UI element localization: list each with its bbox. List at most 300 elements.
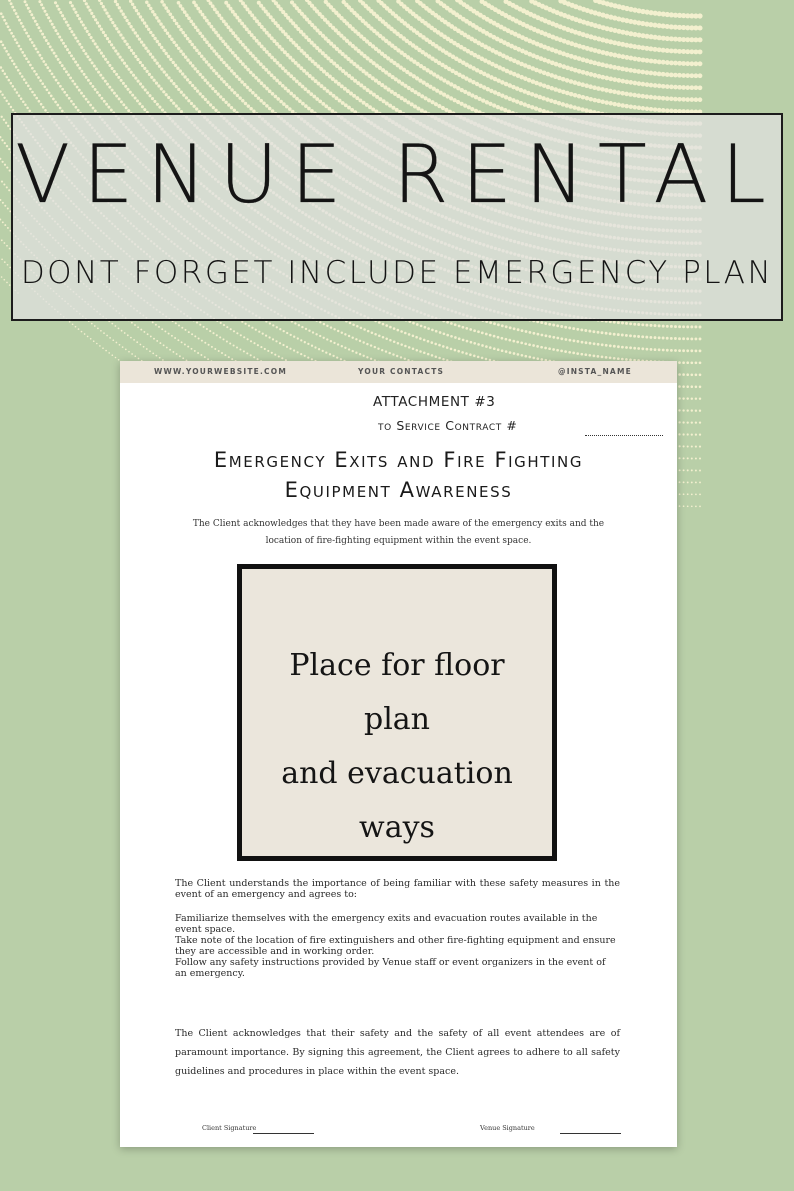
- background-dot: [158, 106, 161, 109]
- background-dot: [601, 343, 604, 346]
- background-dot: [257, 96, 261, 100]
- background-dot: [82, 49, 85, 52]
- background-dot: [682, 409, 684, 411]
- background-dot: [690, 97, 695, 102]
- background-dot: [131, 94, 134, 97]
- background-dot: [158, 43, 161, 46]
- background-dot: [121, 36, 124, 39]
- background-dot: [95, 68, 98, 71]
- background-dot: [112, 46, 115, 49]
- background-dot: [608, 52, 613, 57]
- background-dot: [404, 345, 407, 348]
- background-dot: [492, 103, 496, 107]
- background-dot: [431, 354, 434, 357]
- background-dot: [144, 47, 147, 50]
- background-dot: [458, 325, 461, 328]
- background-dot: [600, 87, 605, 92]
- background-dot: [196, 89, 199, 92]
- background-dot: [548, 323, 551, 326]
- background-dot: [46, 66, 49, 69]
- background-dot: [30, 13, 33, 16]
- background-dot: [183, 75, 186, 78]
- background-dot: [525, 330, 528, 333]
- background-dot: [269, 322, 271, 324]
- background-dot: [43, 85, 46, 88]
- background-dot: [412, 348, 415, 351]
- background-dot: [171, 16, 175, 20]
- background-dot: [629, 334, 632, 337]
- background-dot: [335, 96, 339, 100]
- background-dot: [279, 328, 281, 330]
- background-dot: [673, 97, 678, 102]
- background-dot: [363, 328, 366, 331]
- background-dot: [157, 84, 160, 87]
- background-dot: [462, 339, 465, 342]
- background-dot: [166, 31, 169, 34]
- background-dot: [385, 350, 387, 352]
- background-dot: [561, 90, 566, 95]
- background-dot: [160, 87, 163, 90]
- background-dot: [29, 88, 32, 91]
- background-dot: [116, 52, 119, 55]
- background-dot: [252, 73, 256, 77]
- background-dot: [39, 79, 42, 82]
- background-dot: [33, 44, 36, 47]
- background-dot: [322, 350, 324, 352]
- background-dot: [485, 345, 488, 348]
- background-dot: [304, 355, 306, 357]
- background-dot: [163, 70, 166, 73]
- background-dot: [22, 101, 25, 104]
- background-dot: [172, 102, 175, 105]
- background-dot: [699, 361, 702, 364]
- background-dot: [588, 84, 593, 89]
- background-dot: [48, 92, 51, 95]
- background-dot: [117, 30, 120, 33]
- background-dot: [236, 94, 239, 97]
- background-dot: [91, 85, 94, 88]
- background-dot: [35, 48, 38, 51]
- background-dot: [182, 93, 185, 96]
- background-dot: [593, 355, 596, 358]
- background-dot: [68, 27, 71, 30]
- background-dot: [228, 48, 232, 52]
- background-dot: [228, 86, 232, 90]
- background-dot: [446, 321, 449, 324]
- background-dot: [139, 15, 142, 18]
- background-dot: [690, 325, 693, 328]
- background-dot: [71, 4, 74, 7]
- background-dot: [125, 106, 128, 109]
- background-dot: [66, 48, 69, 51]
- background-dot: [678, 373, 681, 376]
- background-dot: [256, 60, 260, 64]
- background-dot: [39, 54, 42, 57]
- background-dot: [165, 93, 168, 96]
- background-dot: [117, 76, 120, 79]
- background-dot: [687, 409, 689, 411]
- background-dot: [314, 346, 316, 348]
- background-dot: [22, 25, 25, 28]
- background-dot: [597, 355, 600, 358]
- background-dot: [122, 103, 125, 106]
- background-dot: [509, 326, 512, 329]
- background-dot: [7, 25, 10, 28]
- background-dot: [505, 338, 508, 341]
- background-dot: [49, 45, 52, 48]
- background-dot: [581, 341, 584, 344]
- background-dot: [69, 1, 72, 4]
- background-dot: [78, 67, 81, 70]
- background-dot: [61, 88, 64, 91]
- background-dot: [94, 18, 97, 21]
- background-dot: [246, 68, 250, 72]
- background-dot: [348, 335, 350, 337]
- background-dot: [649, 59, 654, 64]
- background-dot: [283, 50, 287, 54]
- background-dot: [179, 28, 183, 32]
- background-dot: [682, 397, 684, 399]
- background-dot: [309, 92, 313, 96]
- background-dot: [499, 106, 503, 110]
- background-dot: [645, 70, 650, 75]
- background-dot: [199, 92, 202, 95]
- background-dot: [227, 25, 231, 29]
- background-dot: [385, 324, 388, 327]
- background-dot: [59, 107, 62, 110]
- background-dot: [293, 336, 295, 338]
- background-dot: [40, 57, 43, 60]
- background-dot: [230, 69, 234, 73]
- background-dot: [187, 99, 190, 102]
- background-dot: [70, 54, 73, 57]
- background-dot: [278, 64, 282, 68]
- background-dot: [102, 55, 105, 58]
- background-dot: [132, 28, 135, 31]
- background-dot: [589, 72, 594, 77]
- background-dot: [337, 343, 339, 345]
- background-dot: [477, 343, 480, 346]
- background-dot: [254, 94, 258, 98]
- background-dot: [3, 19, 6, 22]
- background-dot: [136, 99, 139, 102]
- background-dot: [687, 421, 689, 423]
- background-dot: [593, 98, 598, 103]
- background-dot: [681, 97, 686, 102]
- background-dot: [247, 30, 251, 34]
- background-dot: [278, 81, 282, 85]
- background-dot: [25, 32, 28, 35]
- background-dot: [685, 85, 690, 90]
- background-dot: [412, 335, 415, 338]
- background-dot: [24, 0, 27, 3]
- background-dot: [382, 99, 386, 103]
- background-dot: [352, 323, 355, 326]
- background-dot: [304, 87, 308, 91]
- background-dot: [265, 87, 269, 91]
- background-dot: [111, 89, 114, 92]
- background-dot: [152, 79, 155, 82]
- background-dot: [55, 55, 58, 58]
- background-dot: [39, 29, 42, 32]
- background-dot: [617, 357, 620, 360]
- background-dot: [371, 331, 374, 334]
- background-dot: [219, 95, 222, 98]
- background-dot: [162, 90, 165, 93]
- background-dot: [270, 73, 274, 77]
- background-dot: [175, 85, 178, 88]
- background-dot: [14, 88, 17, 91]
- background-dot: [654, 324, 657, 327]
- background-dot: [103, 8, 106, 11]
- background-dot: [78, 17, 81, 20]
- background-dot: [16, 41, 19, 44]
- background-dot: [102, 77, 105, 80]
- background-dot: [536, 345, 539, 348]
- background-dot: [98, 49, 101, 52]
- background-dot: [350, 108, 354, 112]
- background-dot: [236, 37, 240, 41]
- background-dot: [508, 339, 511, 342]
- background-dot: [29, 64, 32, 67]
- background-dot: [18, 94, 21, 97]
- background-dot: [400, 343, 403, 346]
- background-dot: [215, 52, 219, 56]
- background-dot: [439, 331, 442, 334]
- background-dot: [273, 58, 277, 62]
- background-dot: [604, 100, 609, 105]
- background-dot: [629, 346, 632, 349]
- background-dot: [196, 70, 199, 73]
- background-dot: [53, 52, 56, 55]
- background-dot: [568, 326, 571, 329]
- background-dot: [2, 69, 5, 72]
- background-dot: [661, 108, 666, 113]
- background-dot: [92, 39, 95, 42]
- background-dot: [576, 106, 580, 110]
- background-dot: [47, 16, 50, 19]
- background-dot: [205, 19, 209, 23]
- background-dot: [304, 104, 308, 108]
- background-dot: [6, 76, 9, 79]
- background-dot: [359, 340, 361, 342]
- background-dot: [170, 99, 173, 102]
- background-dot: [86, 55, 89, 58]
- background-dot: [695, 397, 697, 399]
- background-dot: [62, 42, 65, 45]
- background-dot: [699, 337, 702, 340]
- background-dot: [493, 347, 496, 350]
- background-dot: [118, 97, 121, 100]
- background-dot: [662, 325, 665, 328]
- background-dot: [70, 30, 73, 33]
- background-dot: [165, 52, 168, 55]
- background-dot: [24, 104, 27, 107]
- background-dot: [624, 79, 629, 84]
- background-dot: [54, 29, 57, 32]
- background-dot: [271, 92, 275, 96]
- background-dot: [553, 87, 558, 92]
- background-dot: [666, 349, 669, 352]
- background-dot: [312, 331, 314, 333]
- background-dot: [220, 77, 224, 81]
- background-dot: [216, 34, 220, 38]
- background-dot: [25, 4, 28, 7]
- background-dot: [251, 91, 255, 95]
- background-dot: [485, 333, 488, 336]
- background-dot: [65, 70, 68, 73]
- background-dot: [565, 91, 570, 96]
- background-dot: [248, 325, 250, 327]
- background-dot: [56, 4, 59, 7]
- background-dot: [653, 95, 658, 100]
- background-dot: [206, 101, 209, 104]
- background-dot: [338, 99, 342, 103]
- background-dot: [641, 106, 646, 111]
- background-dot: [20, 97, 23, 100]
- background-dot: [326, 338, 328, 340]
- background-dot: [657, 59, 662, 64]
- background-dot: [698, 85, 703, 90]
- background-dot: [108, 86, 111, 89]
- background-dot: [620, 54, 625, 59]
- background-dot: [340, 358, 342, 360]
- background-dot: [695, 446, 697, 448]
- background-dot: [133, 6, 136, 9]
- background-dot: [222, 80, 226, 84]
- background-dot: [288, 107, 292, 111]
- background-dot: [180, 91, 183, 94]
- background-dot: [34, 20, 37, 23]
- background-dot: [129, 91, 132, 94]
- background-dot: [681, 73, 686, 78]
- background-dot: [249, 51, 253, 55]
- background-dot: [11, 6, 14, 9]
- background-dot: [21, 75, 24, 78]
- background-dot: [246, 86, 250, 90]
- background-dot: [52, 98, 55, 101]
- background-dot: [38, 0, 41, 3]
- background-dot: [145, 70, 148, 73]
- background-dot: [177, 25, 181, 29]
- background-dot: [629, 322, 632, 325]
- background-dot: [686, 325, 689, 328]
- background-dot: [293, 349, 295, 351]
- background-dot: [149, 31, 152, 34]
- background-dot: [113, 92, 116, 95]
- background-dot: [673, 73, 678, 78]
- background-dot: [126, 88, 129, 91]
- background-dot: [628, 80, 633, 85]
- background-dot: [111, 67, 114, 70]
- background-dot: [625, 346, 628, 349]
- background-dot: [177, 47, 180, 50]
- background-dot: [314, 79, 318, 83]
- background-dot: [289, 74, 293, 78]
- background-dot: [149, 53, 152, 56]
- background-dot: [624, 67, 629, 72]
- background-dot: [682, 361, 685, 364]
- background-dot: [231, 31, 235, 35]
- background-dot: [473, 342, 476, 345]
- background-dot: [201, 34, 205, 38]
- background-dot: [169, 13, 173, 17]
- background-dot: [300, 339, 302, 341]
- background-dot: [249, 71, 253, 75]
- background-dot: [13, 9, 16, 12]
- background-dot: [352, 350, 354, 352]
- background-dot: [393, 341, 396, 344]
- background-dot: [97, 71, 100, 74]
- background-dot: [212, 69, 216, 73]
- background-dot: [286, 346, 288, 348]
- background-dot: [8, 29, 11, 32]
- background-dot: [146, 91, 149, 94]
- background-dot: [605, 344, 608, 347]
- background-dot: [362, 101, 366, 105]
- background-dot: [377, 347, 379, 349]
- background-dot: [18, 19, 21, 22]
- background-dot: [435, 355, 438, 358]
- background-dot: [641, 323, 644, 326]
- background-dot: [160, 67, 163, 70]
- background-dot: [42, 60, 45, 63]
- background-dot: [572, 327, 575, 330]
- background-dot: [297, 337, 299, 339]
- background-dot: [690, 337, 693, 340]
- background-dot: [56, 32, 59, 35]
- background-dot: [119, 33, 122, 36]
- background-dot: [334, 80, 338, 84]
- background-dot: [609, 356, 612, 359]
- background-dot: [210, 66, 214, 70]
- background-dot: [524, 342, 527, 345]
- background-dot: [83, 0, 86, 2]
- background-dot: [134, 31, 137, 34]
- background-dot: [584, 329, 587, 332]
- background-dot: [695, 361, 698, 364]
- background-dot: [10, 32, 13, 35]
- background-dot: [214, 109, 217, 112]
- background-dot: [375, 95, 379, 99]
- background-dot: [61, 14, 64, 17]
- background-dot: [533, 332, 536, 335]
- background-dot: [404, 332, 407, 335]
- background-dot: [232, 72, 236, 76]
- background-dot: [213, 7, 217, 11]
- background-dot: [395, 108, 399, 112]
- background-dot: [588, 330, 591, 333]
- background-dot: [241, 62, 245, 66]
- background-dot: [134, 55, 137, 58]
- background-dot: [392, 353, 394, 355]
- background-dot: [552, 348, 555, 351]
- background-dot: [358, 98, 362, 102]
- background-dot: [161, 108, 164, 111]
- background-dot: [177, 88, 180, 91]
- background-dot: [593, 73, 598, 78]
- background-dot: [677, 97, 682, 102]
- background-dot: [682, 373, 685, 376]
- background-dot: [665, 60, 670, 65]
- background-dot: [247, 104, 250, 107]
- background-dot: [450, 335, 453, 338]
- background-dot: [49, 69, 52, 72]
- background-dot: [195, 49, 199, 53]
- background-dot: [162, 49, 165, 52]
- background-dot: [123, 62, 126, 65]
- background-dot: [175, 104, 178, 107]
